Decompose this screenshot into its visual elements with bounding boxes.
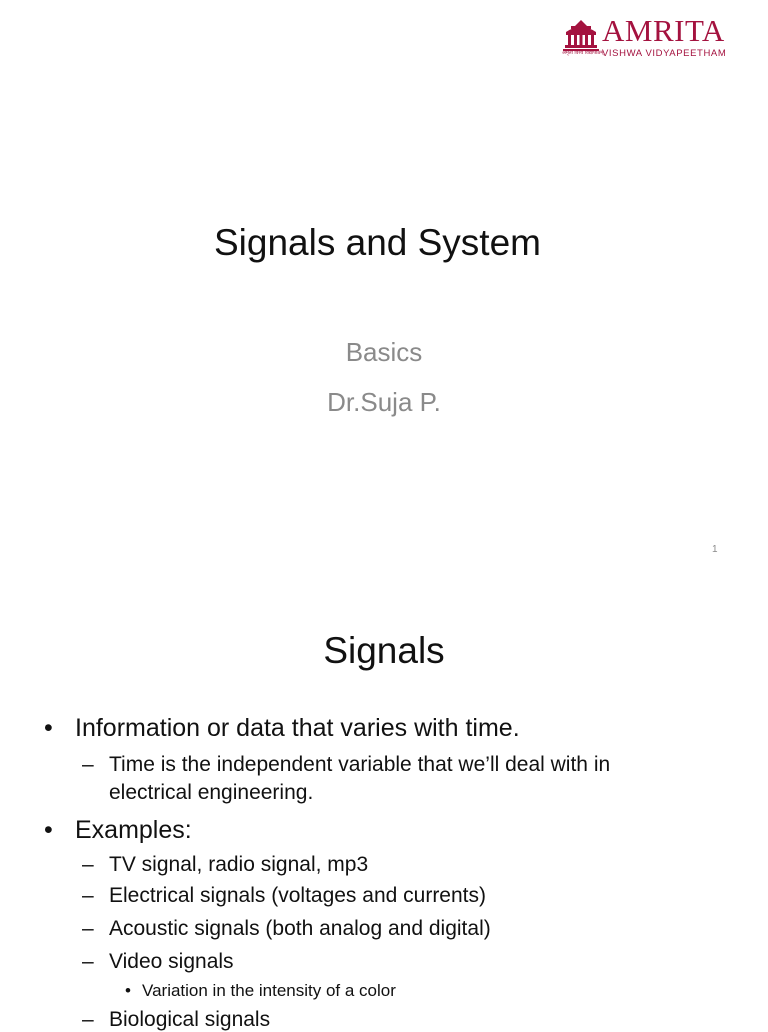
- dash-marker: –: [82, 753, 94, 776]
- dash-marker: –: [82, 884, 94, 907]
- list-item-text: Electrical signals (voltages and currents): [109, 884, 486, 907]
- dash-marker: –: [82, 917, 94, 940]
- logo-motto: अमृता विश्व विद्यापीठम्: [562, 50, 604, 56]
- dash-marker: –: [82, 950, 94, 973]
- amrita-logo: [562, 14, 758, 64]
- page-number: 1: [712, 544, 718, 555]
- list-item-text: TV signal, radio signal, mp3: [109, 853, 369, 876]
- list-item-text: Information or data that varies with time.: [75, 714, 520, 742]
- content-slide: [0, 576, 768, 1031]
- logo-wordmark: AMRITA: [602, 13, 725, 48]
- list-item-text: Video signals: [109, 950, 234, 973]
- slide-title: Signals and System: [213, 222, 541, 263]
- list-item-text: Acoustic signals (both analog and digital): [109, 917, 491, 940]
- list-item-text: Biological signals: [109, 1008, 271, 1031]
- dash-marker: –: [82, 853, 94, 876]
- slide-title: Signals: [323, 630, 445, 671]
- list-item-text: electrical engineering.: [109, 781, 314, 804]
- list-item-text: Time is the independent variable that we’ll deal with in: [109, 753, 611, 776]
- slide-subtitle-topic: Basics: [345, 337, 423, 367]
- temple-emblem-icon: [562, 18, 600, 52]
- bullet-marker: •: [44, 816, 53, 844]
- list-item-text: Variation in the intensity of a color: [142, 981, 396, 1000]
- bullet-marker: •: [44, 714, 53, 742]
- logo-subtitle: VISHWA VIDYAPEETHAM: [602, 48, 727, 59]
- bullet-marker: •: [125, 981, 131, 1000]
- dash-marker: –: [82, 1008, 94, 1031]
- list-item-text: Examples:: [75, 816, 192, 844]
- slide-subtitle-author: Dr.Suja P.: [327, 387, 441, 417]
